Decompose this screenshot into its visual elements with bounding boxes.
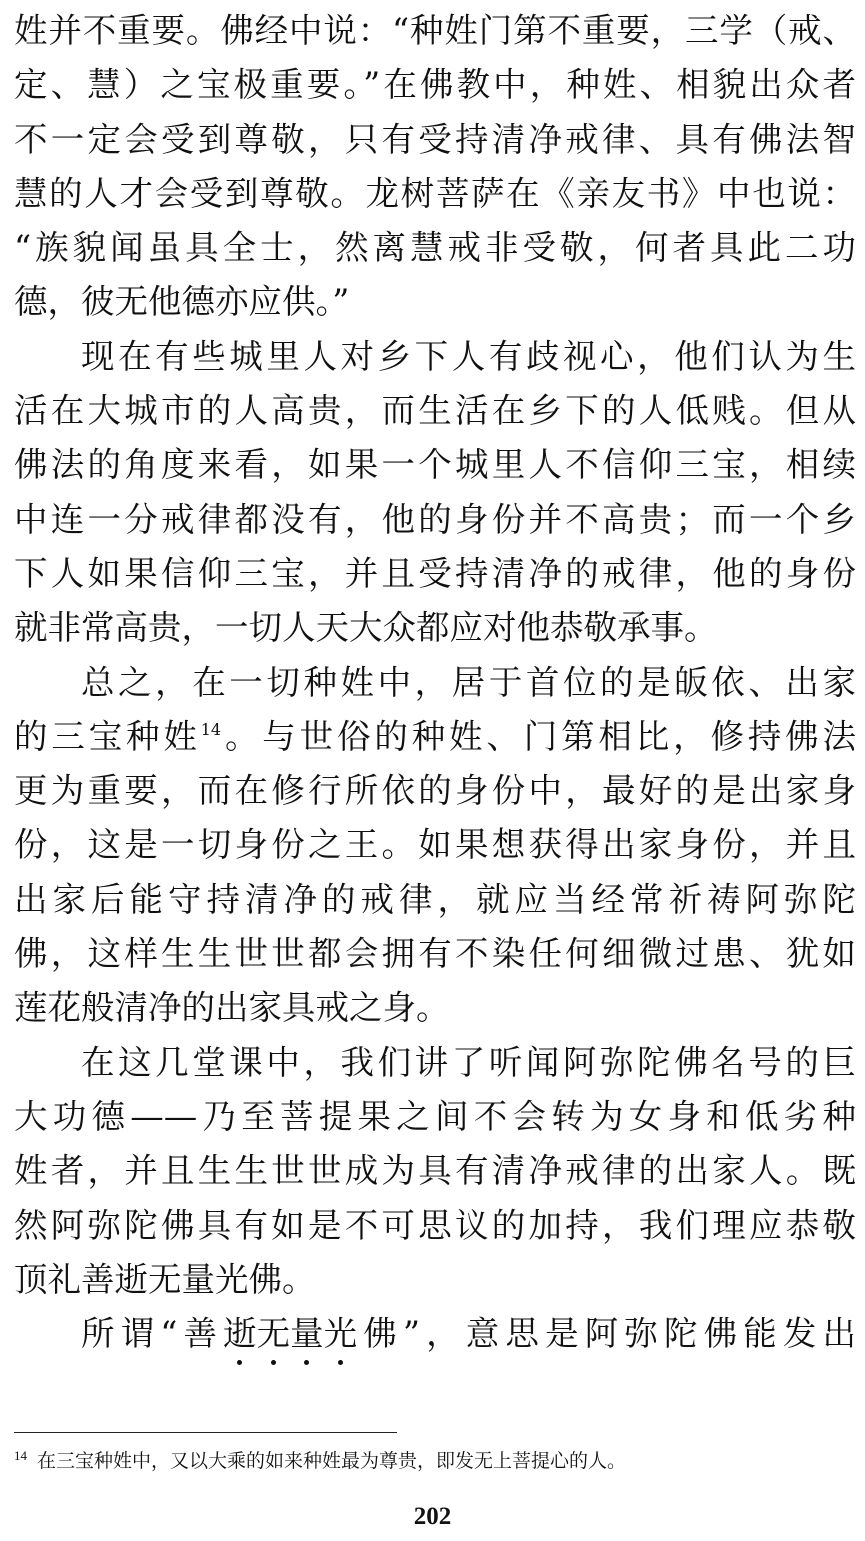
text-line: 中连一分戒律都没有，他的身份并不高贵；而一个乡 [14, 499, 856, 539]
text-line: 份，这是一切身份之王。如果想获得出家身份，并且 [14, 825, 856, 865]
paragraph-first-line: 在这几堂课中，我们讲了听闻阿弥陀佛名号的巨 [81, 1042, 856, 1082]
text-line: 不一定会受到尊敬，只有受持清净戒律、具有佛法智 [14, 119, 856, 159]
page-number: 202 [413, 1503, 452, 1530]
text-line: 大功德——乃至菩提果之间不会转为女身和低劣种 [14, 1096, 856, 1136]
text-segment: 佛”，意思是阿弥陀佛能发出 [357, 1314, 856, 1354]
text-line: 活在大城市的人高贵，而生活在乡下的人低贱。但从 [14, 391, 856, 431]
text-line: 更为重要，而在修行所依的身份中，最好的是出家身 [14, 771, 856, 811]
text-segment: 。与世俗的种姓、门第相比，修持佛法 [221, 716, 857, 756]
text-line: 然阿弥陀佛具有如是不可思议的加持，我们理应恭敬 [14, 1205, 856, 1245]
emphasis-dot-char: 量 [290, 1307, 324, 1361]
paragraph-first-line: 现在有些城里人对乡下人有歧视心，他们认为生 [81, 336, 856, 376]
text-line: 定、慧）之宝极重要。”在佛教中，种姓、相貌出众者 [14, 65, 856, 105]
text-segment: 所谓“善 [81, 1314, 224, 1354]
text-line: 佛，这样生生世世都会拥有不染任何细微过患、犹如 [14, 934, 856, 974]
text-line: 莲花般清净的出家具戒之身。 [14, 988, 450, 1028]
text-line: 姓并不重要。佛经中说：“种姓门第不重要，三学（戒、 [14, 11, 856, 50]
body-text [14, 4, 856, 1361]
footnote [14, 1448, 626, 1476]
text-line: “族貌闻虽具全士，然离慧戒非受敬，何者具此二功 [14, 228, 856, 268]
paragraph-first-line [14, 1307, 856, 1361]
emphasis-dot-char: 逝 [223, 1307, 257, 1361]
text-line: 姓者，并且生生世世成为具有清净戒律的出家人。既 [14, 1151, 856, 1191]
footnote-divider [14, 1432, 397, 1433]
footnote-text: 在三宝种姓中，又以大乘的如来种姓最为尊贵，即发无上菩提心的人。 [37, 1450, 627, 1472]
text-line: 德，彼无他德亦应供。” [14, 282, 350, 322]
paragraph-first-line: 总之，在一切种姓中，居于首位的是皈依、出家 [81, 662, 856, 702]
text-line: 下人如果信仰三宝，并且受持清净的戒律，他的身份 [14, 553, 856, 593]
text-segment: 的三宝种姓 [14, 716, 201, 756]
emphasis-dot-char: 无 [257, 1307, 291, 1361]
text-line-with-footnote [14, 710, 856, 764]
footnote-mark: 14 [14, 1448, 27, 1463]
text-line: 慧的人才会受到尊敬。龙树菩萨在《亲友书》中也说： [14, 173, 856, 213]
text-line: 佛法的角度来看，如果一个城里人不信仰三宝，相续 [14, 445, 856, 485]
text-line: 就非常高贵，一切人天大众都应对他恭敬承事。 [14, 608, 718, 648]
text-line: 顶礼善逝无量光佛。 [14, 1259, 316, 1299]
footnote-reference[interactable]: 14 [200, 719, 222, 739]
emphasis-dot-char: 光 [324, 1307, 358, 1361]
text-line: 出家后能守持清净的戒律，就应当经常祈祷阿弥陀 [14, 879, 856, 919]
